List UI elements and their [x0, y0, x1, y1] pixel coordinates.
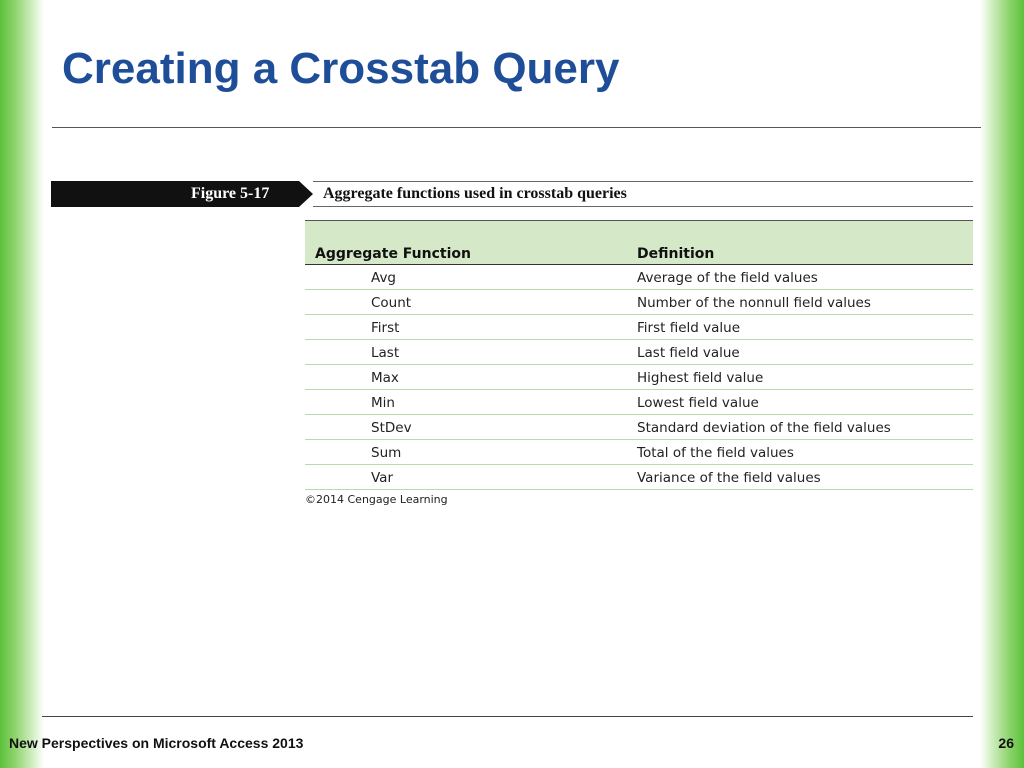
function-cell: Last: [371, 345, 400, 361]
function-cell: Sum: [371, 445, 402, 461]
definition-cell: Total of the field values: [637, 445, 794, 461]
slide-number: 26: [998, 735, 1014, 751]
figure-header: [51, 181, 973, 207]
definition-cell: Lowest field value: [637, 395, 759, 411]
slide-title: Creating a Crosstab Query: [62, 44, 620, 93]
table-row: [305, 290, 973, 315]
definition-cell: Average of the field values: [637, 270, 818, 286]
definition-cell: First field value: [637, 320, 740, 336]
table-row: [305, 440, 973, 465]
footer-course-title: New Perspectives on Microsoft Access 2013: [9, 735, 304, 751]
figure-rule-top: [313, 181, 973, 182]
function-cell: Avg: [371, 270, 397, 286]
figure-rule-bottom: [313, 206, 973, 207]
definition-cell: Standard deviation of the field values: [637, 420, 891, 436]
definition-cell: Variance of the field values: [637, 470, 821, 486]
title-divider: [52, 127, 981, 128]
column-header-definition: Definition: [637, 246, 715, 262]
function-cell: Count: [371, 295, 412, 311]
definition-cell: Last field value: [637, 345, 740, 361]
left-green-edge: [0, 0, 44, 768]
table-header: [305, 221, 973, 265]
figure-label: Figure 5-17: [191, 185, 270, 202]
table-row: [305, 415, 973, 440]
table-row: [305, 340, 973, 365]
table-row: [305, 265, 973, 290]
right-green-edge: [980, 0, 1024, 768]
table-row: [305, 315, 973, 340]
aggregate-functions-table: [305, 220, 973, 490]
column-header-function: Aggregate Function: [315, 246, 471, 262]
definition-cell: Highest field value: [637, 370, 764, 386]
figure-arrow-icon: [299, 181, 313, 207]
copyright-notice: ©2014 Cengage Learning: [305, 493, 448, 506]
table-row: [305, 465, 973, 490]
table-row: [305, 390, 973, 415]
definition-cell: Number of the nonnull field values: [637, 295, 871, 311]
figure-caption: Aggregate functions used in crosstab queries: [323, 185, 627, 202]
function-cell: Max: [371, 370, 399, 386]
function-cell: First: [371, 320, 400, 336]
footer-divider: [42, 716, 973, 717]
function-cell: StDev: [371, 420, 412, 436]
function-cell: Var: [371, 470, 394, 486]
table-row: [305, 365, 973, 390]
function-cell: Min: [371, 395, 395, 411]
